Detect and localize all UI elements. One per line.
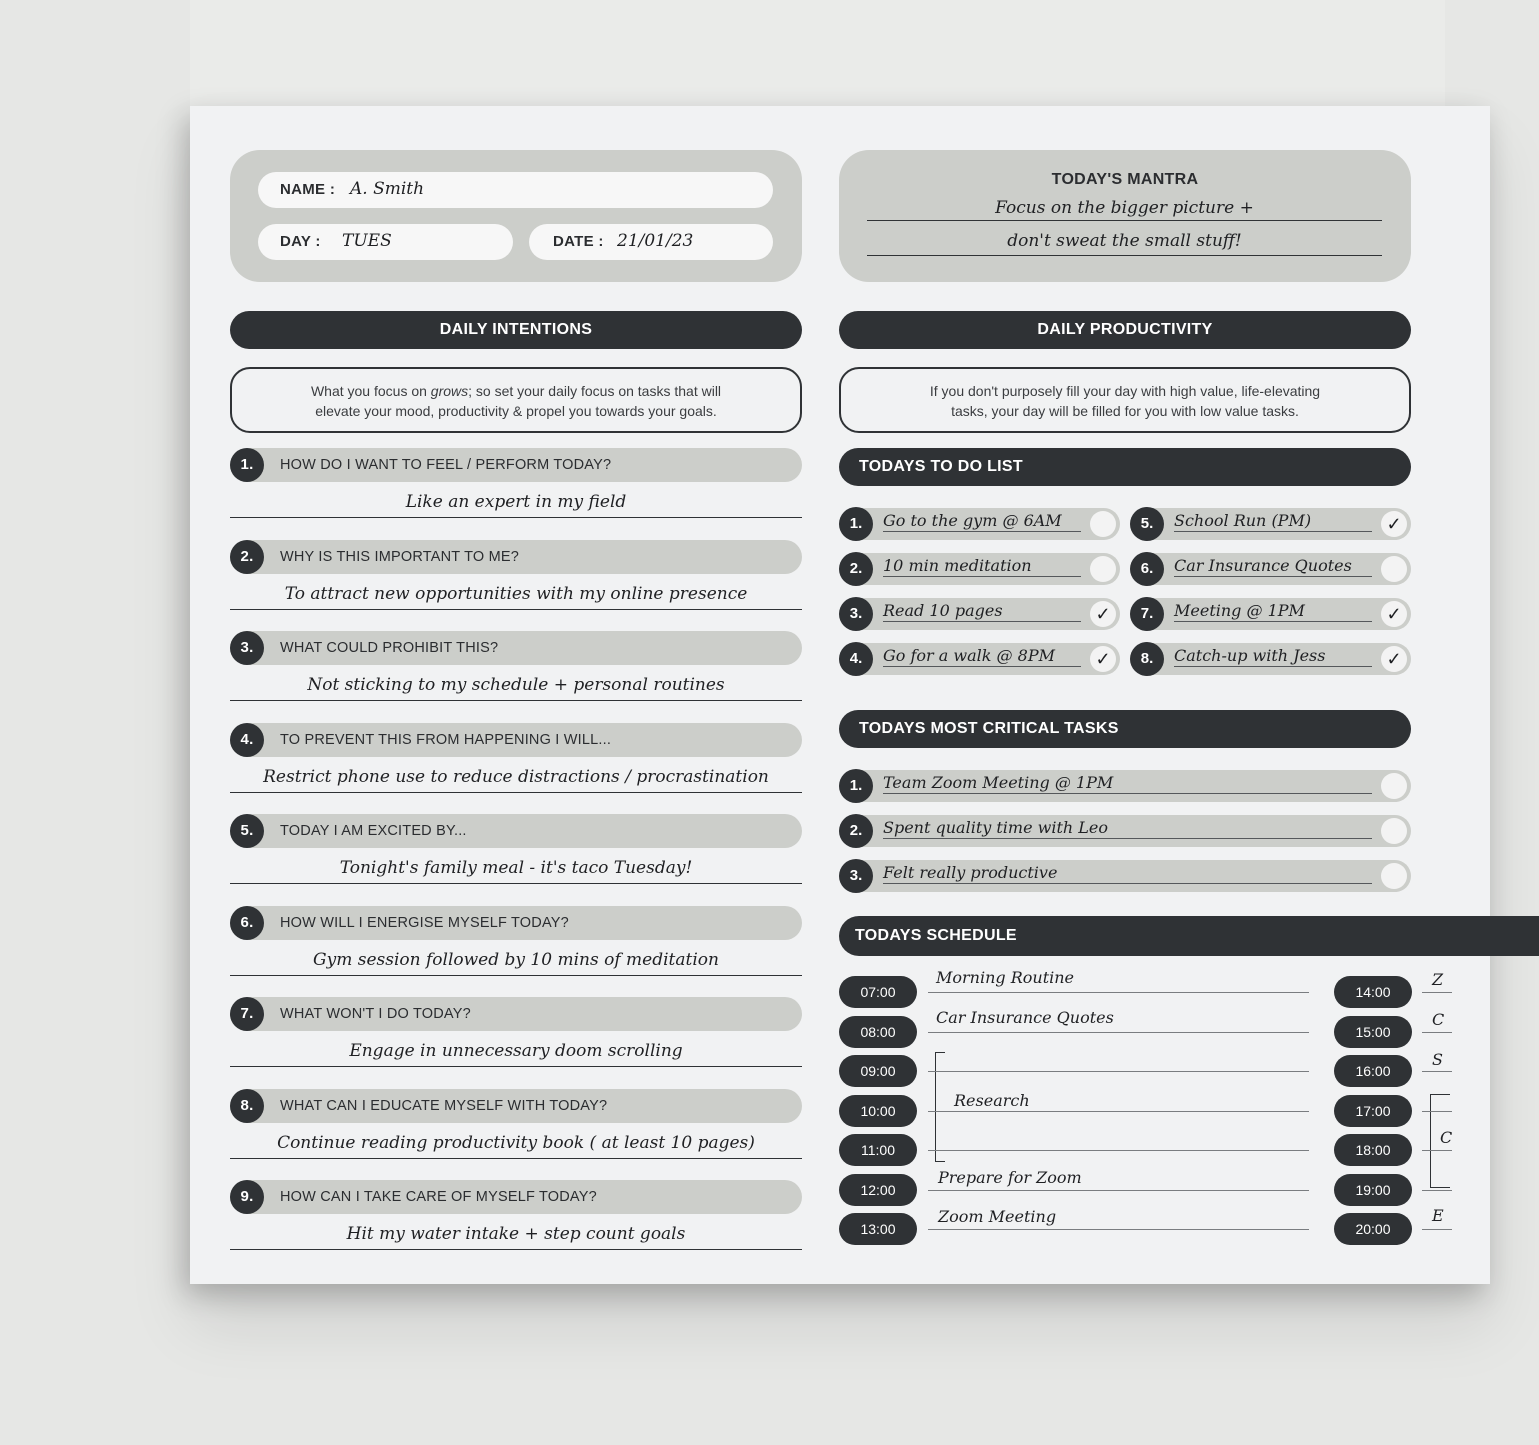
question-text: WHAT CAN I EDUCATE MYSELF WITH TODAY?: [280, 1097, 608, 1114]
todo-list-header: TODAYS TO DO LIST: [839, 448, 1411, 486]
question-text: TODAY I AM EXCITED BY...: [280, 823, 467, 839]
answer-line[interactable]: Hit my water intake + step count goals: [230, 1218, 802, 1250]
question-text: HOW CAN I TAKE CARE OF MYSELF TODAY?: [280, 1189, 597, 1205]
schedule-line-left[interactable]: [928, 1111, 1309, 1112]
schedule-entry-research: Research: [954, 1091, 1030, 1110]
date-value: 21/01/23: [617, 231, 694, 251]
critical-task-text: Spent quality time with Leo: [883, 815, 1372, 839]
todo-text: Meeting @ 1PM: [1174, 598, 1372, 622]
critical-task-number: 2.: [839, 814, 873, 848]
critical-task-checkbox[interactable]: [1381, 818, 1407, 844]
schedule-line-right[interactable]: [1422, 1111, 1452, 1112]
question-bar: [230, 1180, 802, 1214]
todo-number: 8.: [1130, 642, 1164, 676]
critical-task-checkbox[interactable]: [1381, 773, 1407, 799]
todo-checkbox[interactable]: [1090, 511, 1116, 537]
question-text: HOW WILL I ENERGISE MYSELF TODAY?: [280, 914, 569, 931]
schedule-entry-morning: Morning Routine: [936, 968, 1075, 987]
critical-task-text: Team Zoom Meeting @ 1PM: [883, 770, 1372, 794]
todo-checkbox[interactable]: ✓: [1381, 646, 1407, 672]
question-bar: [230, 631, 802, 665]
name-field[interactable]: [258, 172, 773, 208]
schedule-line-right[interactable]: [1422, 992, 1452, 993]
schedule-line-left[interactable]: [928, 1032, 1309, 1033]
todo-text: Go for a walk @ 8PM: [883, 643, 1081, 667]
schedule-time-left: 09:00: [839, 1055, 917, 1087]
day-field[interactable]: [258, 224, 513, 260]
critical-task-item[interactable]: [839, 815, 1411, 847]
productivity-intro: [839, 367, 1411, 433]
answer-line[interactable]: Not sticking to my schedule + personal routines: [230, 669, 802, 701]
answer-line[interactable]: Restrict phone use to reduce distractions / procrastination: [230, 761, 802, 793]
schedule-line-left[interactable]: [928, 1150, 1309, 1151]
schedule-line-left[interactable]: [928, 992, 1309, 993]
schedule-entry-car-insurance: Car Insurance Quotes: [936, 1008, 1114, 1027]
schedule-line-right[interactable]: [1422, 1190, 1452, 1191]
todo-number: 5.: [1130, 507, 1164, 541]
daily-productivity-header: DAILY PRODUCTIVITY: [839, 311, 1411, 349]
todo-number: 3.: [839, 597, 873, 631]
answer-line[interactable]: Tonight's family meal - it's taco Tuesday!: [230, 852, 802, 884]
planner-sheet: [190, 106, 1490, 1284]
todo-checkbox[interactable]: [1090, 556, 1116, 582]
answer-line[interactable]: Gym session followed by 10 mins of meditation: [230, 944, 802, 976]
schedule-time-right: 17:00: [1334, 1095, 1412, 1127]
todo-checkbox[interactable]: [1381, 556, 1407, 582]
question-number: 5.: [230, 814, 264, 848]
schedule-time-right: 14:00: [1334, 976, 1412, 1008]
question-text: WHAT WON'T I DO TODAY?: [280, 1006, 471, 1022]
question-number: 3.: [230, 631, 264, 665]
critical-task-text: Felt really productive: [883, 860, 1372, 884]
question-number: 6.: [230, 906, 264, 940]
critical-task-item[interactable]: [839, 770, 1411, 802]
background-band: [190, 0, 1445, 106]
research-bracket: [935, 1052, 945, 1162]
schedule-entry-right: S: [1432, 1050, 1443, 1069]
todo-item[interactable]: [1130, 508, 1411, 540]
question-bar: [230, 540, 802, 574]
question-bar: [230, 906, 802, 940]
critical-task-number: 3.: [839, 859, 873, 893]
todo-item[interactable]: [1130, 553, 1411, 585]
todo-item[interactable]: [839, 508, 1120, 540]
schedule-line-right[interactable]: [1422, 1071, 1452, 1072]
question-number: 1.: [230, 448, 264, 482]
header-box: [230, 150, 802, 282]
answer-line[interactable]: Like an expert in my field: [230, 486, 802, 518]
name-value: A. Smith: [350, 179, 425, 199]
schedule-time-left: 10:00: [839, 1095, 917, 1127]
daily-intentions-header: DAILY INTENTIONS: [230, 311, 802, 349]
question-number: 9.: [230, 1180, 264, 1214]
todo-text: Catch-up with Jess: [1174, 643, 1372, 667]
schedule-time-left: 08:00: [839, 1016, 917, 1048]
todo-number: 6.: [1130, 552, 1164, 586]
name-label: NAME :: [280, 181, 336, 198]
question-bar: [230, 997, 802, 1031]
schedule-entry-right: Z: [1432, 970, 1444, 989]
question-bar: [230, 723, 802, 757]
schedule-entry-prepare: Prepare for Zoom: [938, 1168, 1082, 1187]
question-bar: [230, 1089, 802, 1123]
question-bar: [230, 814, 802, 848]
mantra-line-2: don't sweat the small stuff!: [867, 231, 1382, 256]
question-text: TO PREVENT THIS FROM HAPPENING I WILL...: [280, 731, 612, 748]
critical-task-number: 1.: [839, 769, 873, 803]
schedule-line-right[interactable]: [1422, 1150, 1452, 1151]
schedule-time-right: 15:00: [1334, 1016, 1412, 1048]
schedule-time-right: 20:00: [1334, 1213, 1412, 1245]
todo-checkbox[interactable]: ✓: [1090, 601, 1116, 627]
intentions-intro-line-2: elevate your mood, productivity & propel you towards your goals.: [315, 403, 717, 419]
schedule-time-left: 07:00: [839, 976, 917, 1008]
todo-item[interactable]: [1130, 598, 1411, 630]
question-text: WHY IS THIS IMPORTANT TO ME?: [280, 548, 519, 565]
schedule-line-right[interactable]: [1422, 1032, 1452, 1033]
intentions-intro: [230, 367, 802, 433]
schedule-entry-zoom: Zoom Meeting: [938, 1207, 1057, 1226]
schedule-entry-right: C: [1432, 1010, 1445, 1029]
schedule-line-left[interactable]: [928, 1229, 1309, 1230]
answer-line[interactable]: Engage in unnecessary doom scrolling: [230, 1035, 802, 1067]
todo-item[interactable]: [839, 643, 1120, 675]
productivity-intro-line-1: If you don't purposely fill your day with high value, life-elevating: [929, 383, 1321, 399]
todo-checkbox[interactable]: ✓: [1381, 511, 1407, 537]
todo-checkbox[interactable]: ✓: [1381, 601, 1407, 627]
date-field[interactable]: [529, 224, 773, 260]
mantra-box: [839, 150, 1411, 282]
todo-number: 2.: [839, 552, 873, 586]
schedule-line-left[interactable]: [928, 1071, 1309, 1072]
day-label: DAY :: [280, 233, 321, 250]
schedule-time-left: 13:00: [839, 1213, 917, 1245]
todo-item[interactable]: [839, 598, 1120, 630]
schedule-line-right[interactable]: [1422, 1229, 1452, 1230]
todo-number: 1.: [839, 507, 873, 541]
answer-line[interactable]: Continue reading productivity book ( at least 10 pages): [230, 1127, 802, 1159]
day-value: TUES: [342, 231, 392, 251]
schedule-time-left: 11:00: [839, 1134, 917, 1166]
schedule-line-left[interactable]: [928, 1190, 1309, 1191]
mantra-title: TODAY'S MANTRA: [1051, 171, 1199, 188]
question-bar: [230, 448, 802, 482]
todo-checkbox[interactable]: ✓: [1090, 646, 1116, 672]
question-number: 4.: [230, 723, 264, 757]
todo-text: School Run (PM): [1174, 508, 1372, 532]
todo-number: 4.: [839, 642, 873, 676]
todo-number: 7.: [1130, 597, 1164, 631]
schedule-header: TODAYS SCHEDULE: [839, 916, 1539, 956]
todo-item[interactable]: [839, 553, 1120, 585]
schedule-time-right: 18:00: [1334, 1134, 1412, 1166]
schedule-time-right: 16:00: [1334, 1055, 1412, 1087]
schedule-time-left: 12:00: [839, 1174, 917, 1206]
schedule-entry-right: E: [1432, 1206, 1444, 1225]
todo-text: 10 min meditation: [883, 553, 1081, 577]
critical-tasks-header: TODAYS MOST CRITICAL TASKS: [839, 710, 1411, 748]
todo-item[interactable]: [1130, 643, 1411, 675]
todo-text: Go to the gym @ 6AM: [883, 508, 1081, 532]
schedule-time-right: 19:00: [1334, 1174, 1412, 1206]
todo-text: Car Insurance Quotes: [1174, 553, 1372, 577]
critical-task-checkbox[interactable]: [1381, 863, 1407, 889]
question-number: 8.: [230, 1089, 264, 1123]
mantra-line-1: Focus on the bigger picture +: [867, 198, 1382, 221]
intentions-intro-line-1: What you focus on grows; so set your daily focus on tasks that will: [310, 383, 722, 399]
critical-task-item[interactable]: [839, 860, 1411, 892]
question-number: 2.: [230, 540, 264, 574]
todo-text: Read 10 pages: [883, 598, 1081, 622]
question-text: HOW DO I WANT TO FEEL / PERFORM TODAY?: [280, 457, 612, 473]
schedule-entry-right: C: [1440, 1128, 1453, 1147]
answer-line[interactable]: To attract new opportunities with my online presence: [230, 578, 802, 610]
productivity-intro-line-2: tasks, your day will be filled for you with low value tasks.: [951, 403, 1299, 419]
date-label: DATE :: [553, 233, 604, 250]
question-number: 7.: [230, 997, 264, 1031]
question-text: WHAT COULD PROHIBIT THIS?: [280, 640, 499, 656]
